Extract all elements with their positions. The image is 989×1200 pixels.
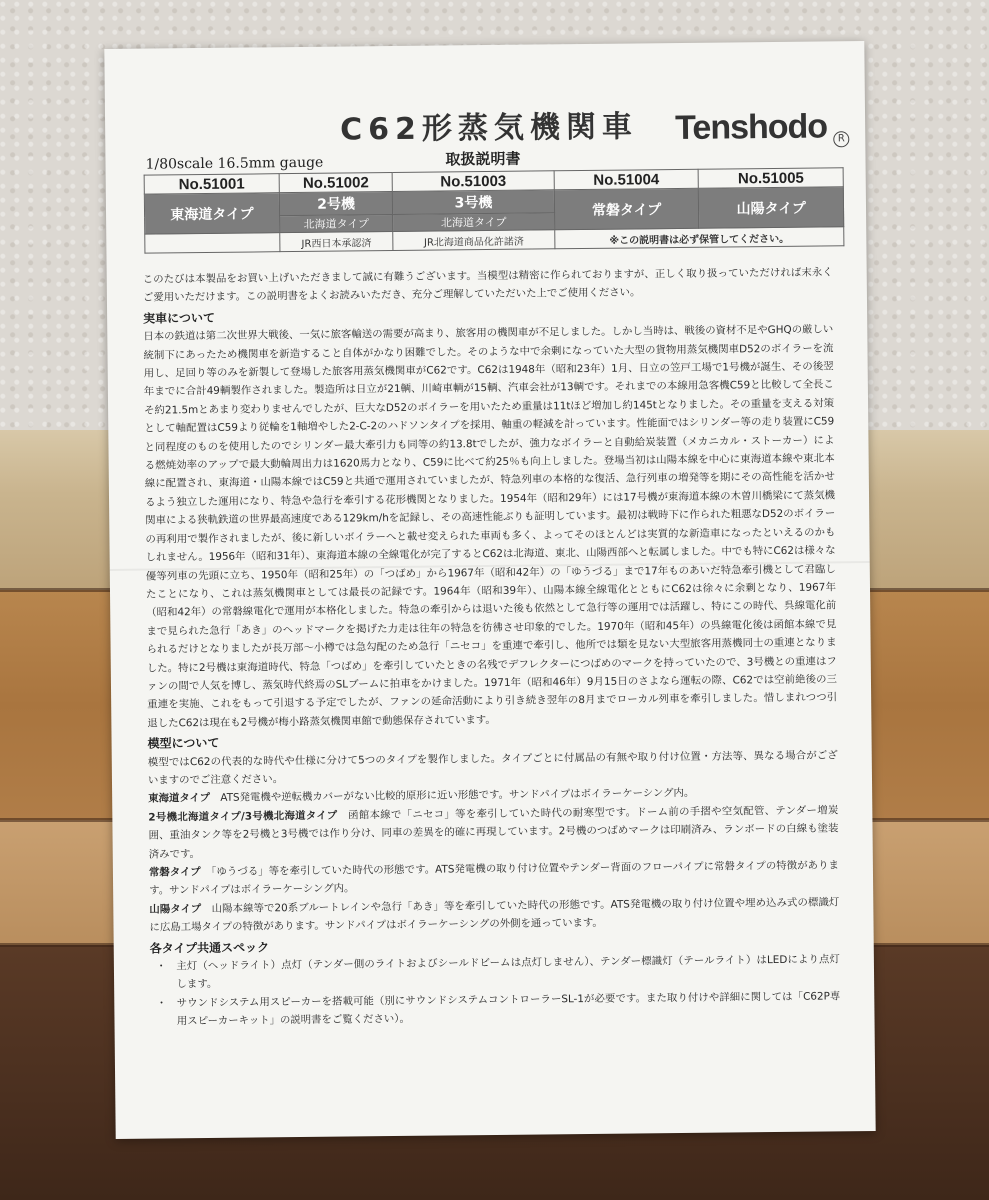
type-text: ATS発電機や逆転機カバーがない比較的原形に近い形態です。サンドパイプはボイラーケーシング内。 — [220, 787, 695, 805]
model-number: No.51001 — [144, 174, 279, 194]
type-description — [148, 801, 839, 863]
model-table — [144, 167, 845, 253]
brand-logo: Tenshodo — [674, 107, 828, 148]
keep-notice: ※この説明書は必ず保管してください。 — [555, 227, 844, 249]
type-label: 東海道タイプ — [148, 792, 211, 805]
model-number: No.51002 — [279, 172, 393, 192]
model-type: 2号機 — [279, 191, 393, 215]
model-type: 3号機 — [393, 190, 555, 215]
model-subtype: 北海道タイプ — [279, 214, 393, 232]
spec-text: サウンドシステム用スピーカーを搭載可能（別にサウンドシステムコントローラーSL-1が必要です。また取り付けや詳細に関しては「C62P専用スピーカーキット」の説明書をご覧ください）。 — [176, 990, 841, 1028]
section-heading: 模型について — [147, 735, 220, 751]
model-note: JR北海道商品化許諾済 — [393, 230, 555, 251]
model-note — [145, 233, 280, 253]
model-number: No.51003 — [392, 171, 554, 192]
type-description — [149, 893, 839, 937]
intro-paragraph: このたびは本製品をお買い上げいただきまして誠に有難うございます。当模型は精密に作られておりますが、正しく取り扱っていただければ末永くご愛用いただけます。この説明書をよくお読みいただき、充分ご理解していただいた上でご使用ください。 — [142, 266, 833, 305]
type-label: 山陽タイプ — [149, 902, 202, 916]
spec-item — [150, 987, 840, 1031]
registered-mark: R — [833, 131, 849, 147]
model-subtype: 北海道タイプ — [393, 213, 555, 232]
type-label: 常磐タイプ — [148, 866, 201, 879]
type-text: 「ゆうづる」等を牽引していた時代の形態です。ATS発電機の取り付け位置やテンダー背面のフローパイプに常磐タイプの特徴があります。サンドパイプはボイラーケーシング内。 — [149, 859, 839, 897]
body-text — [143, 263, 841, 1031]
sheet-title: C62形蒸気機関車 — [339, 109, 639, 148]
instruction-sheet — [104, 41, 875, 1139]
scale-label: 1/80scale 16.5mm gauge — [145, 154, 324, 173]
model-type: 山陽タイプ — [699, 187, 844, 229]
model-type: 東海道タイプ — [144, 193, 279, 234]
type-label: 2号機北海道タイプ/3号機北海道タイプ — [148, 809, 338, 824]
model-type: 常磐タイプ — [554, 188, 699, 230]
type-text: 山陽本線等で20系ブルートレインや急行「あき」等を牽引していた時代の形態です。ATS発電機の取り付け位置や埋め込み式の標識灯に広島工場タイプの特徴があります。サンドパイプはボイラーケーシングの外側を通っています。 — [149, 896, 840, 934]
type-text: 函館本線で「ニセコ」等を牽引していた時代の耐寒型です。ドーム前の手摺や空気配管、テンダー増炭囲、重油タンク等を2号機と3号機では作り分け、同車の差異を的確に再現しています。2号機のつばめマークは印刷済み、ランボードの白線も塗装済みです。 — [148, 804, 839, 861]
bullet-dot-icon: ・ — [156, 997, 167, 1010]
manual-label: 取扱説明書 — [445, 149, 521, 169]
model-number: No.51004 — [554, 169, 699, 190]
section-paragraph: 日本の鉄道は第二次世界大戦後、一気に旅客輸送の需要が高まり、旅客用の機関車が不足しました。しかし当時は、戦後の資材不足やGHQの厳しい統制下にあったため機関車を新造すること自体がかなり困難でした。そのような中で余剰になっていた大型の貨物用蒸気機関車D52のボイラーを流用し、足回り等のみを新製して登場した旅客用蒸気機関車がC62です。C62は1948年（昭和23年）1月、日立の笠戸工場で1号機が誕生、その後翌年までに合計49輌製作されました。製造所は日立が21輌、川崎車輌が15輌、汽車会社が13輌です。それまでの本線用急客機C59と比較して全長こそ約21.5mとあまり変わりませんでしたが、巨大なD52のボイラーを用いたため重量は11tほど増加し約145tとなりました。その重量を支える対策として軸配置はC59より従輪を1軸増やした2-C-2のハドソンタイプを採用、軸重の軽減を計っています。性能面ではシリンダー等の走り装置にC59と同程度のものを使用したのでシリンダー最大牽引力も同等の約13.8tでしたが、強力なボイラーと自動給炭装置（メカニカル・ストーカー）による燃焼効率のアップで最大動輪周出力は1620馬力となり、C59に比べて約25％も向上しました。登場当初は山陽本線を中心に東海道本線や東北本線に配置され、東海道・山陽本線ではC59と共通で運用されていましたが、特急列車の本格的な復活、急行列車の増発等を期にその高性能を活かせるよう独立した運用になり、特急や急行を牽引する花形機関となりました。1954年（昭和29年）には17号機が東海道本線の木曽川橋梁にて蒸気機関車による狭軌鉄道の世界最高速度である129km/hを記録し、その高速性能ぶりも証明しています。最初は戦時下に作られた粗悪なD52のボイラーの再利用で製作されましたが、後に新しいボイラーへと載せ変えられた車両も多く、よってそのほとんどは実質的な新造車になったといえるのかもしれません。1956年（昭和31年）、東海道本線の全線電化が完了するとC62は北海道、東北、山陽西部へと転属しました。中でも特にC62は様々な優等列車の先頭に立ち、1950年（昭和25年）の「つばめ」から1967年（昭和42年）の「ゆうづる」まで17年ものあいだ特急牽引機として君臨したことになり、これは蒸気機関車としては最長の記録です。1964年（昭和39年）、山陽本線全線電化とともにC62は徐々に余剰となり、1967年（昭和42年）の常磐線電化で運用が本格化しました。特急の牽引からは退いた後も依然として急行等の運用では活躍し、特にこの時代、呉線電化前まで見られた急行「あき」のヘッドマークを掲げた力走は往年の特急を彷彿させ印象的でした。1970年（昭和45年）の呉線電化後は函館本線で見られるだけとなりましたが長万部〜小樽では急勾配のため急行「ニセコ」を重連で牽引し、他所では類を見ない大型旅客用蒸機同士の重連となりました。特に2号機は東海道時代、特急「つばめ」を牽引していたときの名残でデフレクターにつばめのマークを持っていたので、3号機との重連はファンの間で人気を博し、蒸気時代終焉のSLブームに拍車をかけました。1971年（昭和46年）9月15日のさよなら運転の際、C62では空前絶後の三重連を実施、これをもって引退する予定でしたが、ファンの延命活動により引き続き翌年の8月までローカル列車を牽引しました。惜しまれつつ引退したC62は現在も2号機が梅小路蒸気機関車館で動態保存されています。 — [143, 323, 838, 730]
model-note: JR西日本承認済 — [280, 231, 394, 251]
section-heading: 各タイプ共通スペック — [149, 939, 270, 956]
bullet-dot-icon: ・ — [155, 960, 167, 973]
model-number: No.51005 — [698, 168, 843, 189]
section-heading: 実車について — [143, 310, 215, 326]
section-paragraph: 模型ではC62の代表的な時代や仕様に分けて5つのタイプを製作しました。タイプごとに付属品の有無や取り付け位置・方法等、異なる場合がございますのでご注意ください。 — [147, 748, 838, 787]
spec-text: 主灯（ヘッドライト）点灯（テンダー側のライトおよびシールドビームは点灯しません）、テンダー標識灯（テールライト）はLEDにより点灯します。 — [176, 953, 840, 991]
